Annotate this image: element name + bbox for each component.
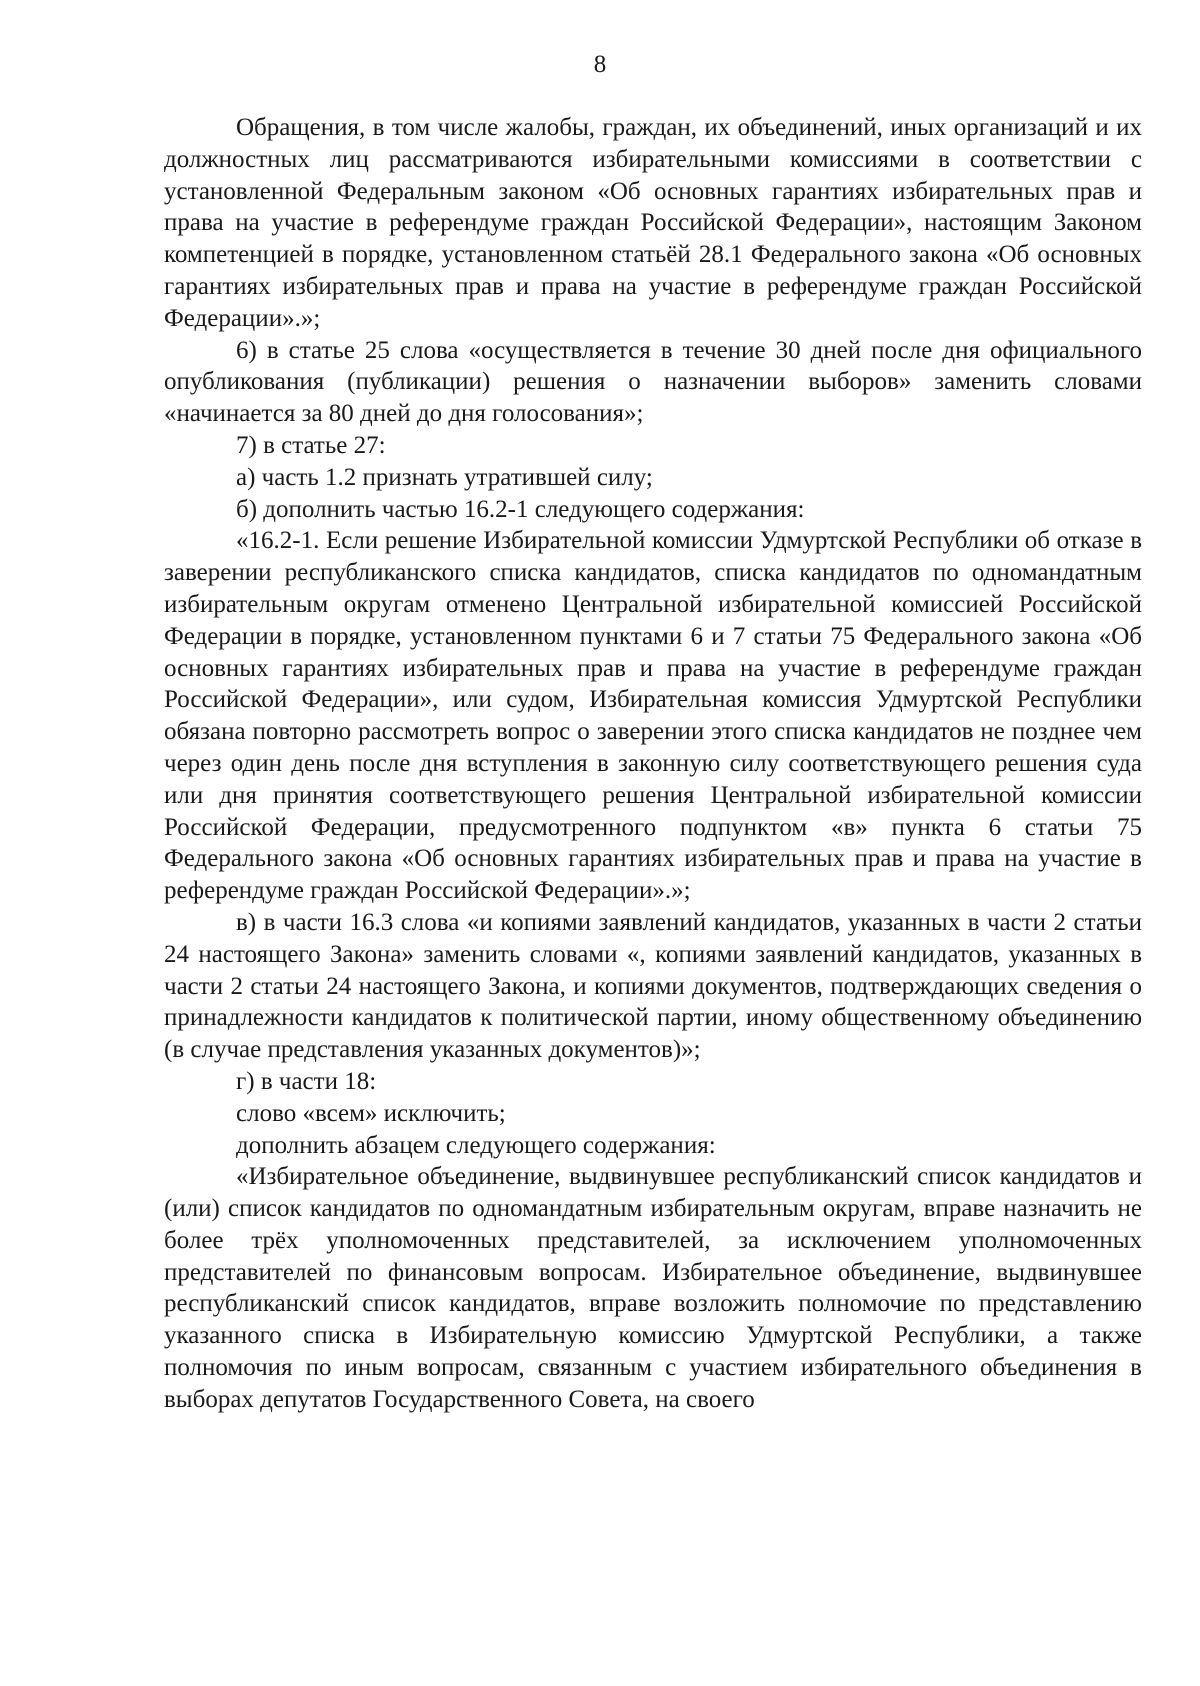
paragraph-item-6: 6) в статье 25 слова «осуществляется в течение 30 дней после дня официального опубликования (публикации) решения о назначении выборов» заменить словами «начинается за 80 дней до дня голосования»; (164, 336, 1142, 428)
paragraph-subitem-v: в) в части 16.3 слова «и копиями заявлений кандидатов, указанных в части 2 статьи 24 настоящего Закона» заменить словами «, копиями заявлений кандидатов, указанных в части 2 статьи 24 настоящего Закона, и копиями документов, подтверждающих сведения о принадлежности кандидатов к политической партии, иному общественному объединению (в случае представления указанных документов)»; (164, 908, 1142, 1064)
paragraph-add-clause: дополнить абзацем следующего содержания: (236, 1131, 716, 1159)
paragraph-appeals: Обращения, в том числе жалобы, граждан, их объединений, иных организаций и их должностных лиц рассматриваются избирательными комиссиями в соответствии с установленной Федеральным законом «Об основных гарантиях избирательных прав и права на участие в референдуме граждан Российской Федерации», настоящим Законом компетенцией в порядке, установленном статьёй 28.1 Федерального закона «Об основных гарантиях избирательных прав и права на участие в референдуме граждан Российской Федерации».»; (164, 114, 1142, 332)
page-number: 8 (593, 51, 607, 78)
paragraph-subitem-a: а) часть 1.2 признать утратившей силу; (236, 463, 653, 491)
document-body (164, 112, 1142, 1416)
paragraph-item-7: 7) в статье 27: (236, 431, 386, 459)
paragraph-electoral-association: «Избирательное объединение, выдвинувшее республиканский список кандидатов и (или) список кандидатов по одномандатным избирательным округам, вправе назначить не более трёх уполномоченных представителей, за исключением уполномоченных представителей по финансовым вопросам. Избирательное объединение, выдвинувшее республиканский список кандидатов, вправе возложить полномочие по представлению указанного списка в Избирательную комиссию Удмуртской Республики, а также полномочия по иным вопросам, связанным с участием избирательного объединения в выборах депутатов Государственного Совета, на своего (164, 1163, 1142, 1413)
paragraph-part-16-2-1: «16.2-1. Если решение Избирательной комиссии Удмуртской Республики об отказе в заверении республиканского списка кандидатов, списка кандидатов по одномандатным избирательным округам отменено Центральной избирательной комиссией Российской Федерации в порядке, установленном пунктами 6 и 7 статьи 75 Федерального закона «Об основных гарантиях избирательных прав и права на участие в референдуме граждан Российской Федерации», или судом, Избирательная комиссия Удмуртской Республики обязана повторно рассмотреть вопрос о заверении этого списка кандидатов не позднее чем через один день после дня вступления в законную силу соответствующего решения суда или дня принятия соответствующего решения Центральной избирательной комиссии Российской Федерации, предусмотренного подпунктом «в» пункта 6 статьи 75 Федерального закона «Об основных гарантиях избирательных прав и права на участие в референдуме граждан Российской Федерации».»; (164, 527, 1142, 905)
paragraph-exclude-word: слово «всем» исключить; (236, 1099, 506, 1127)
paragraph-subitem-g: г) в части 18: (236, 1067, 377, 1095)
paragraph-subitem-b: б) дополнить частью 16.2-1 следующего содержания: (236, 495, 805, 523)
